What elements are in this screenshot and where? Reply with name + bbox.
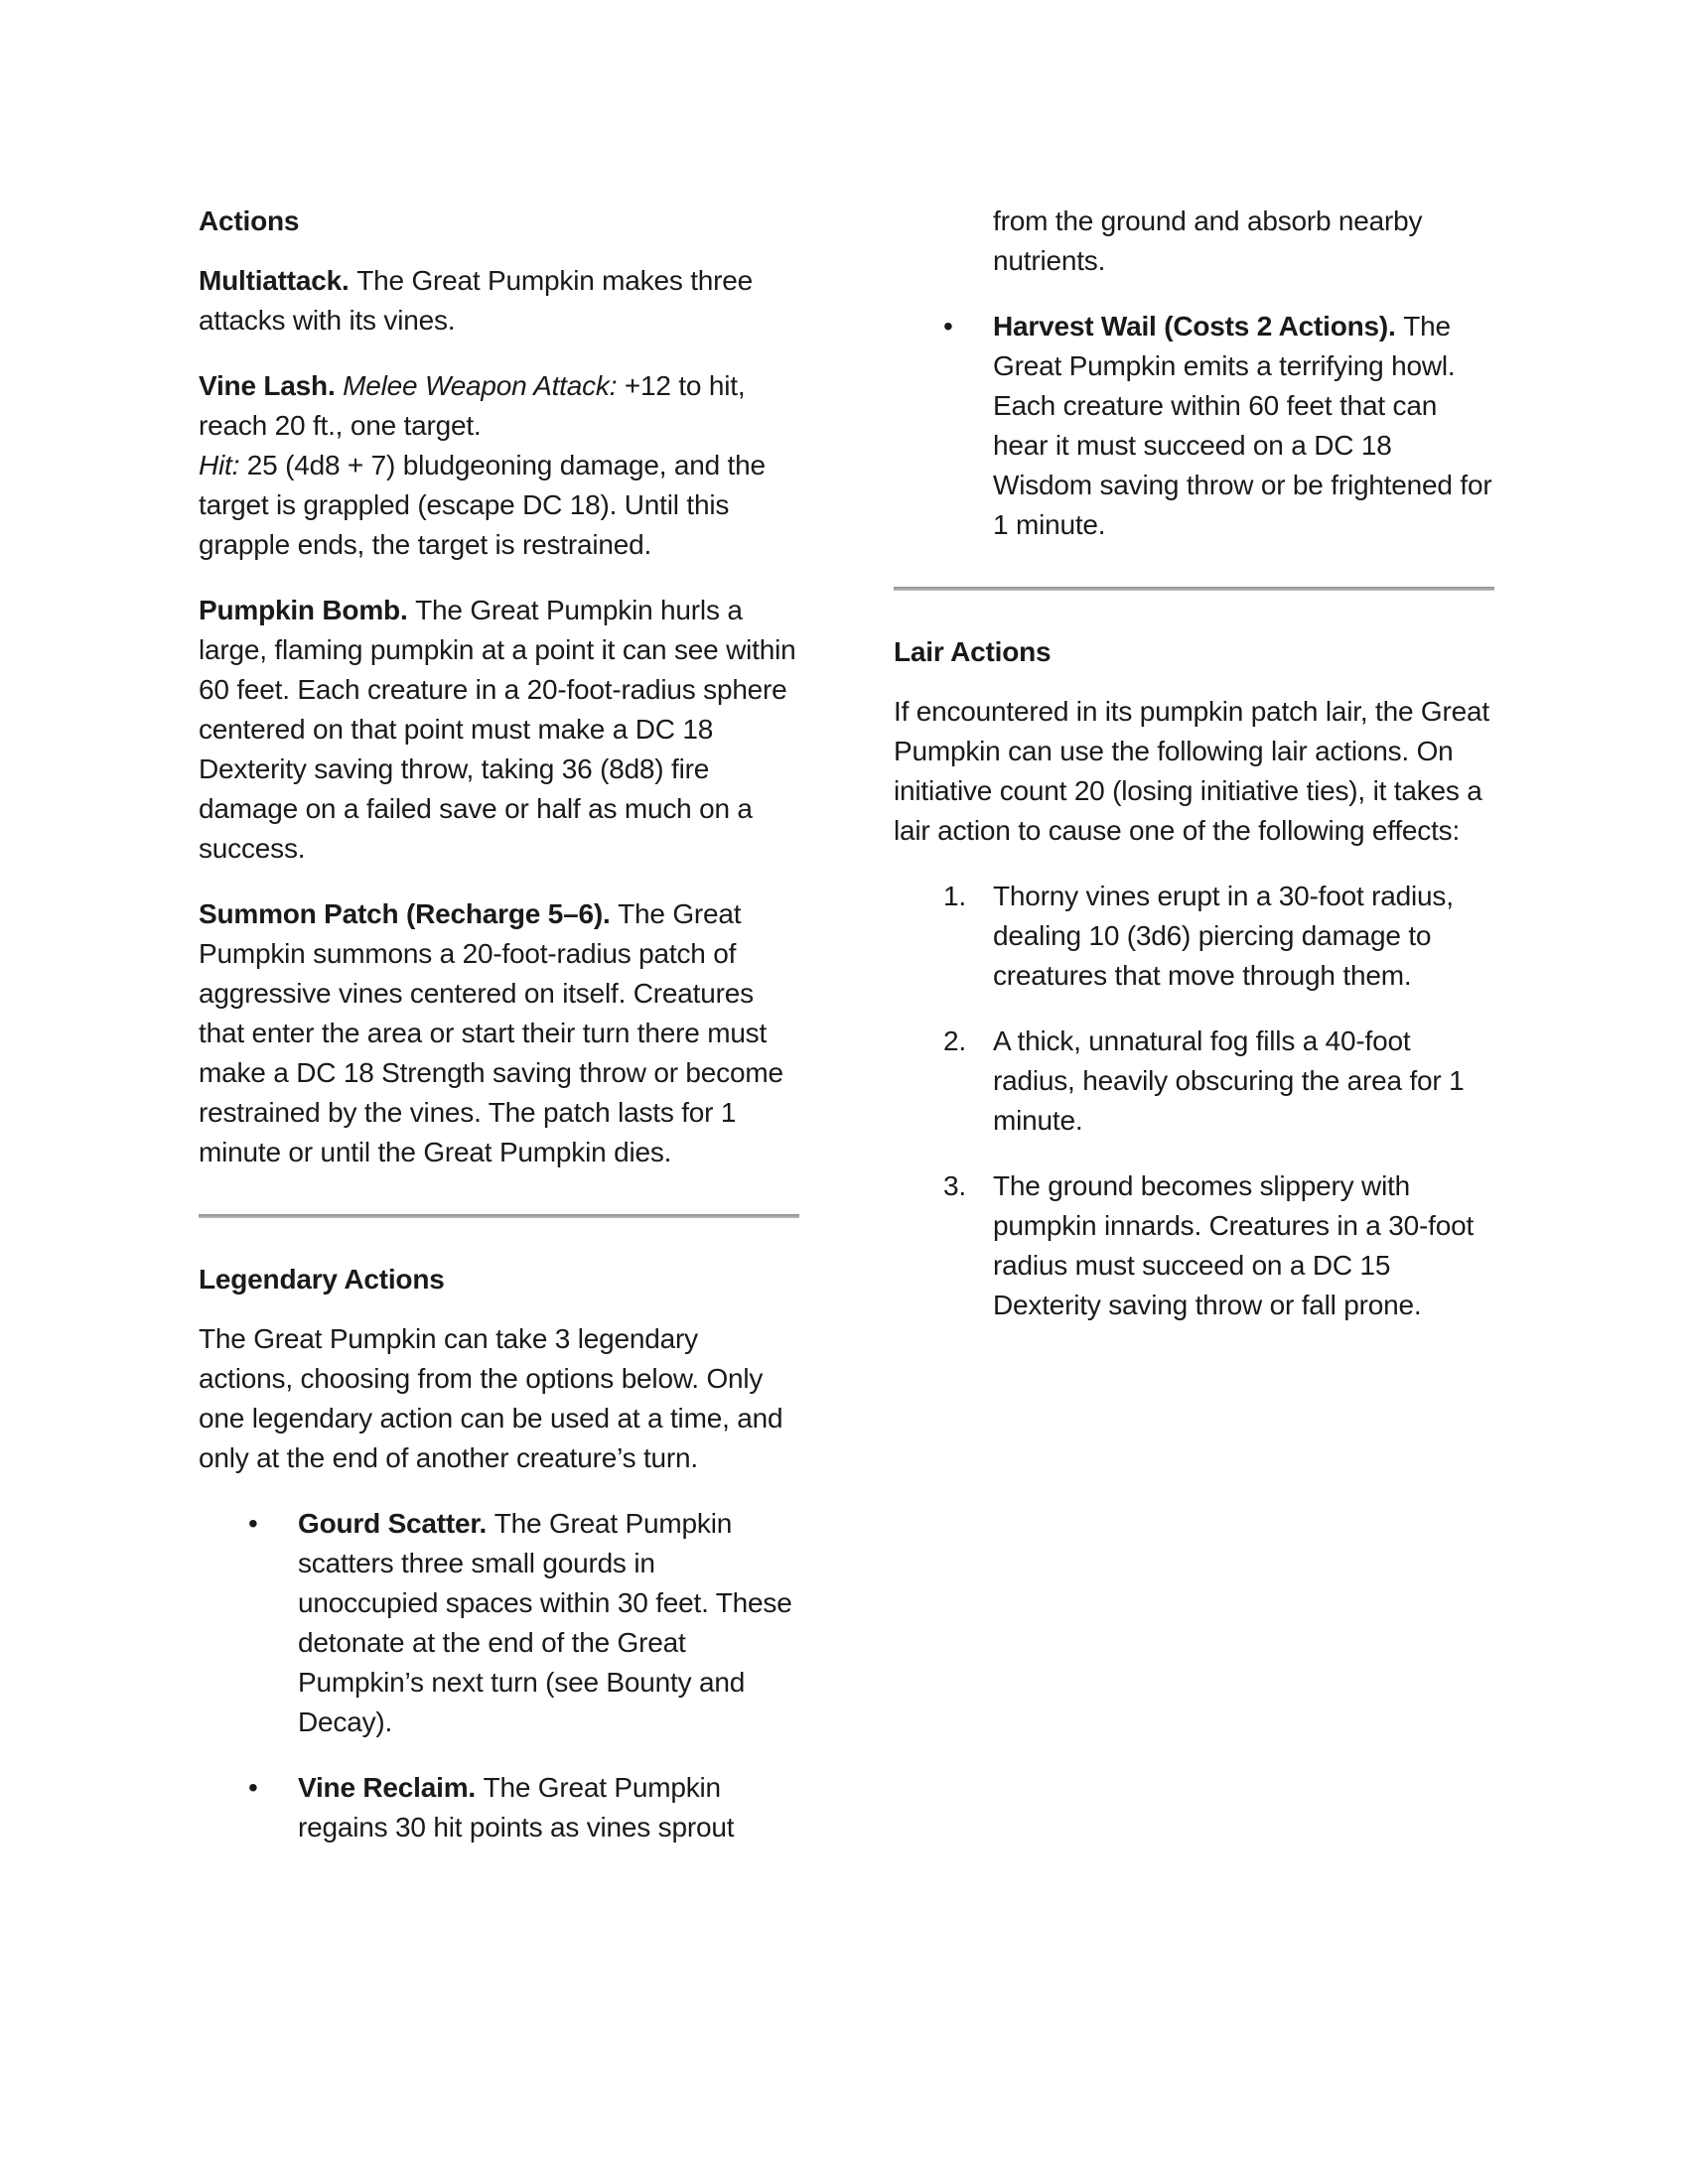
legendary-bullet-harvest-wail (943, 307, 1494, 545)
lair-action-item-3 (943, 1166, 1494, 1325)
lair-actions-heading: Lair Actions (894, 636, 1052, 667)
left-column (199, 202, 799, 1873)
actions-heading: Actions (199, 205, 300, 236)
list-number: 3. (943, 1170, 966, 1201)
attack-text: +12 to hit, reach 20 ft., one target. (199, 370, 746, 441)
hit-text: 25 (4d8 + 7) bludgeoning damage, and the target is grappled (escape DC 18). Until this grapple ends, the target is restrained. (199, 450, 766, 560)
section-divider (199, 1214, 799, 1218)
action-vine-lash-label: Vine Lash. (199, 370, 344, 401)
harvest-wail-text: The Great Pumpkin emits a terrifying howl. Each creature within 60 feet that can hear it must succeed on a DC 18 Wisdom saving throw or be frightened for 1 minute. (993, 311, 1492, 540)
action-multiattack-label: Multiattack. (199, 265, 357, 296)
action-pumpkin-bomb-text: The Great Pumpkin hurls a large, flaming pumpkin at a point it can see within 60 feet. Each creature in a 20-foot-radius sphere centered on that point must make a DC 18 Dexterity saving throw, taking 36 (8d8) fire damage on a failed save or half as much on a success. (199, 595, 796, 864)
hit-label-italic: Hit: (199, 450, 240, 480)
lair-action-item-1 (943, 877, 1494, 996)
bullet-content (993, 307, 1494, 545)
lair-action-text: Thorny vines erupt in a 30-foot radius, dealing 10 (3d6) piercing damage to creatures that move through them. (993, 881, 1454, 991)
lair-action-item-2 (943, 1022, 1494, 1141)
legendary-actions-heading: Legendary Actions (199, 1264, 445, 1295)
bullet-content (298, 1768, 799, 1847)
legendary-actions-intro: The Great Pumpkin can take 3 legendary actions, choosing from the options below. Only one legendary action can be used at a time, and only at the end of another creature’s turn. (199, 1323, 783, 1473)
lair-actions-intro: If encountered in its pumpkin patch lair, the Great Pumpkin can use the following lair actions. On initiative count 20 (losing initiative ties), it takes a lair action to cause one of the following effects: (894, 696, 1489, 846)
gourd-scatter-label: Gourd Scatter. (298, 1508, 494, 1539)
action-pumpkin-bomb-label: Pumpkin Bomb. (199, 595, 416, 625)
list-number: 1. (943, 881, 966, 911)
vine-reclaim-continuation: from the ground and absorb nearby nutrients. (993, 205, 1423, 276)
lair-action-text: The ground becomes slippery with pumpkin innards. Creatures in a 30-foot radius must succeed on a DC 15 Dexterity saving throw or fall prone. (993, 1170, 1475, 1320)
action-summon-patch-label: Summon Patch (Recharge 5–6). (199, 898, 619, 929)
harvest-wail-label: Harvest Wail (Costs 2 Actions). (993, 311, 1404, 341)
action-multiattack-text: The Great Pumpkin makes three attacks with its vines. (199, 265, 754, 336)
legendary-bullet-vine-reclaim (248, 1768, 799, 1847)
action-pumpkin-bomb (199, 591, 799, 869)
action-summon-patch-text: The Great Pumpkin summons a 20-foot-radius patch of aggressive vines centered on itself. Creatures that enter the area or start their turn there must make a DC 18 Strength saving throw or become restrained by the vines. The patch lasts for 1 minute or until the Great Pumpkin dies. (199, 898, 783, 1167)
action-vine-lash (199, 366, 799, 565)
vine-reclaim-label: Vine Reclaim. (298, 1772, 484, 1803)
list-number: 2. (943, 1025, 966, 1056)
right-column (894, 202, 1494, 1351)
section-divider (894, 587, 1494, 591)
legendary-bullet-gourd-scatter (248, 1504, 799, 1742)
bullet-icon: • (248, 1772, 258, 1803)
attack-type-italic: Melee Weapon Attack: (343, 370, 618, 401)
bullet-icon: • (248, 1508, 258, 1539)
action-summon-patch (199, 894, 799, 1172)
lair-action-text: A thick, unnatural fog fills a 40-foot radius, heavily obscuring the area for 1 minute. (993, 1025, 1465, 1136)
vine-reclaim-text: The Great Pumpkin regains 30 hit points as vines sprout (298, 1772, 735, 1843)
bullet-content (298, 1504, 799, 1742)
bullet-icon: • (943, 311, 953, 341)
action-multiattack (199, 261, 799, 341)
gourd-scatter-text: The Great Pumpkin scatters three small gourds in unoccupied spaces within 30 feet. These detonate at the end of the Great Pumpkin’s next turn (see Bounty and Decay). (298, 1508, 792, 1737)
